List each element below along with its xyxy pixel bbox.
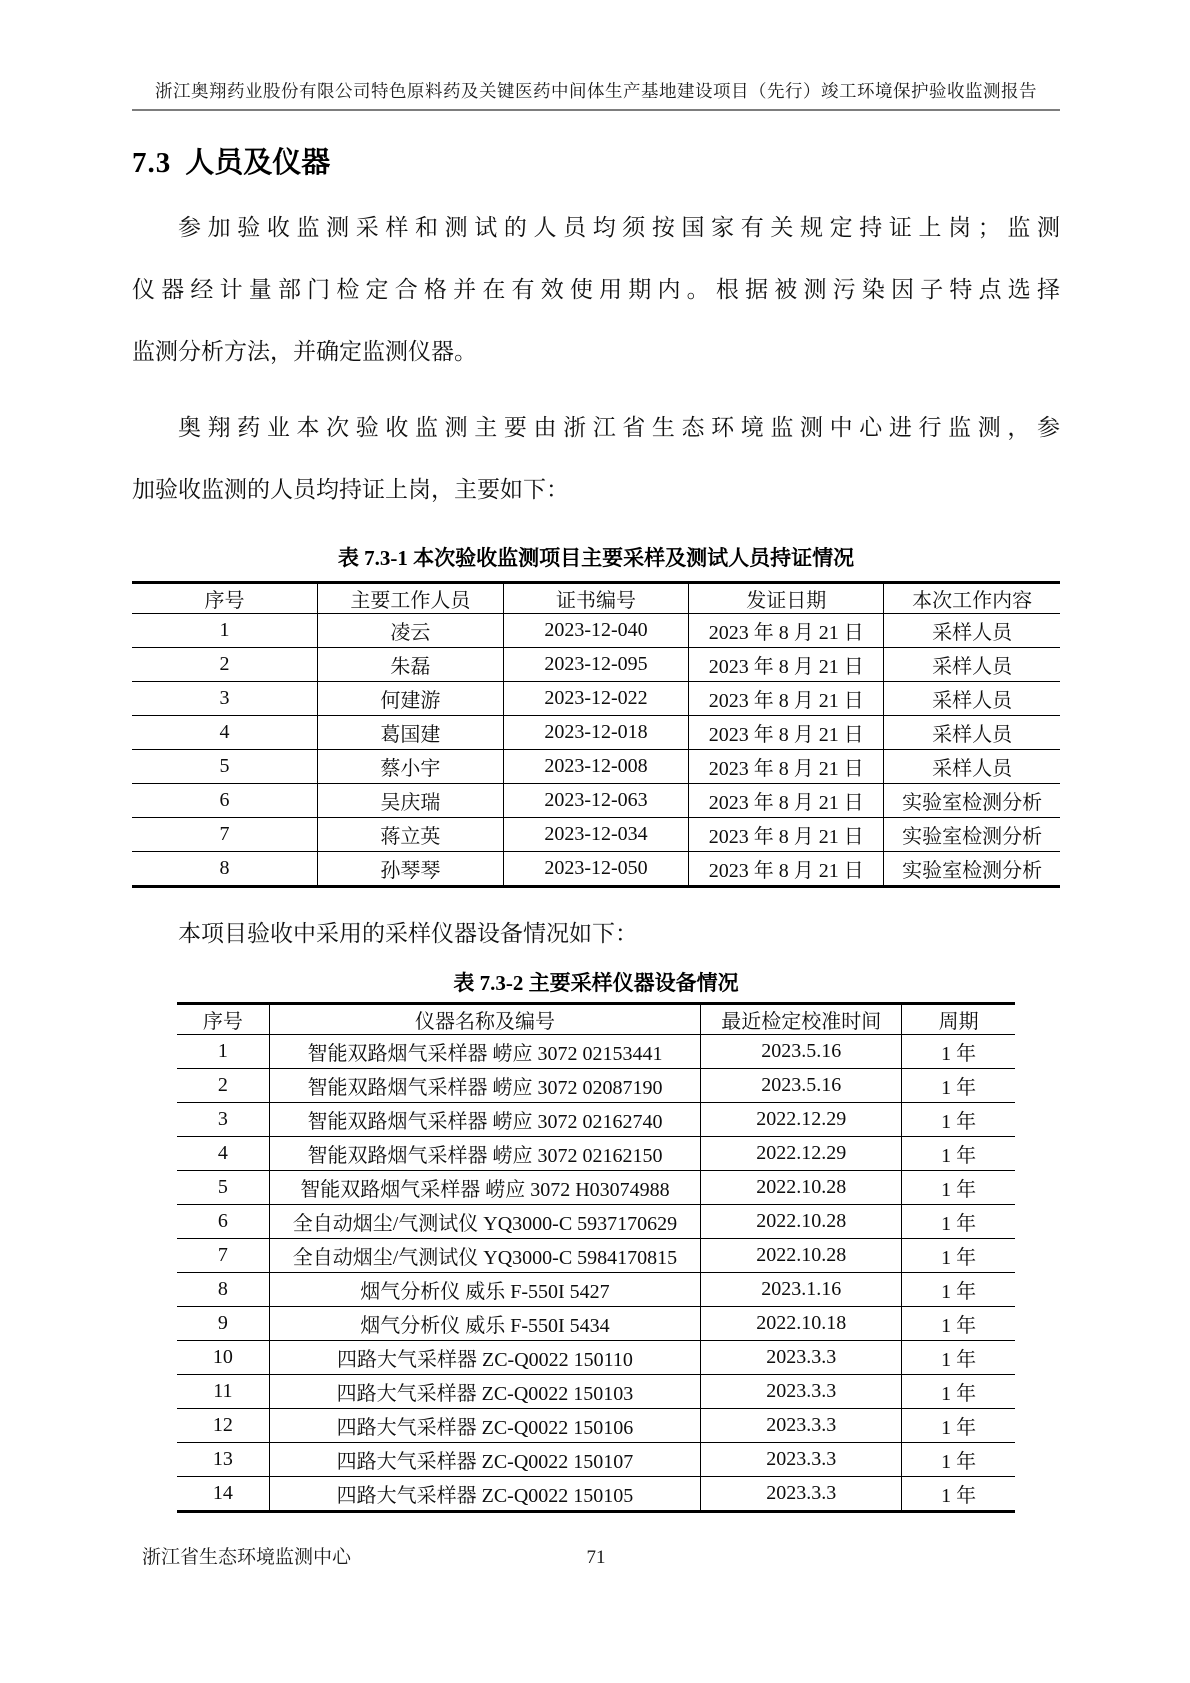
table-cell: 7	[132, 818, 318, 852]
table-cell: 智能双路烟气采样器 崂应 3072 02162150	[269, 1137, 701, 1171]
section-title: 人员及仪器	[185, 147, 331, 179]
table-cell: 蔡小宇	[318, 750, 504, 784]
table-cell: 11	[177, 1375, 269, 1409]
table1-caption: 表 7.3-1 本次验收监测项目主要采样及测试人员持证情况	[337, 546, 855, 570]
table-cell: 4	[177, 1137, 269, 1171]
paragraph-3	[132, 914, 1060, 954]
table-cell: 烟气分析仪 威乐 F-550I 5434	[269, 1307, 701, 1341]
table-cell: 2023.3.3	[701, 1409, 902, 1443]
table-cell: 2023-12-022	[503, 682, 689, 716]
table-row	[132, 852, 1060, 887]
column-header: 主要工作人员	[318, 583, 504, 614]
table-cell: 2023-12-050	[503, 852, 689, 887]
table-row	[177, 1273, 1015, 1307]
table-cell: 2023-12-034	[503, 818, 689, 852]
table-cell: 智能双路烟气采样器 崂应 3072 02153441	[269, 1035, 701, 1069]
table-cell: 7	[177, 1239, 269, 1273]
table-cell: 2023 年 8 月 21 日	[689, 784, 884, 818]
table-cell: 2023.5.16	[701, 1035, 902, 1069]
table-cell: 四路大气采样器 ZC-Q0022 150107	[269, 1443, 701, 1477]
table-cell: 1 年	[902, 1409, 1015, 1443]
table-cell: 凌云	[318, 614, 504, 648]
table-cell: 采样人员	[884, 716, 1060, 750]
table-row	[177, 1341, 1015, 1375]
table-cell: 6	[177, 1205, 269, 1239]
table-row	[177, 1375, 1015, 1409]
table-cell: 四路大气采样器 ZC-Q0022 150105	[269, 1477, 701, 1512]
table-cell: 智能双路烟气采样器 崂应 3072 H03074988	[269, 1171, 701, 1205]
table-cell: 1 年	[902, 1273, 1015, 1307]
table-cell: 14	[177, 1477, 269, 1512]
paragraph-line: 监测分析方法，并确定监测仪器。	[132, 339, 477, 364]
table-cell: 孙琴琴	[318, 852, 504, 887]
page-header-title: 浙江奥翔药业股份有限公司特色原料药及关键医药中间体生产基地建设项目（先行）竣工环境保护验收监测报告	[155, 81, 1037, 101]
column-header: 发证日期	[689, 583, 884, 614]
table-cell: 5	[177, 1171, 269, 1205]
paragraph-line: 本项目验收中采用的采样仪器设备情况如下：	[178, 921, 638, 946]
personnel-certification-table	[132, 581, 1060, 888]
table-cell: 2023 年 8 月 21 日	[689, 648, 884, 682]
table-row	[132, 614, 1060, 648]
table-cell: 8	[132, 852, 318, 887]
table-cell: 4	[132, 716, 318, 750]
table-cell: 5	[132, 750, 318, 784]
table-cell: 采样人员	[884, 614, 1060, 648]
table-row	[177, 1137, 1015, 1171]
table-cell: 实验室检测分析	[884, 784, 1060, 818]
table-cell: 6	[132, 784, 318, 818]
table-cell: 2023-12-040	[503, 614, 689, 648]
table-cell: 9	[177, 1307, 269, 1341]
table-row	[177, 1205, 1015, 1239]
table-cell: 2023 年 8 月 21 日	[689, 852, 884, 887]
table-cell: 2022.10.28	[701, 1205, 902, 1239]
column-header: 周期	[902, 1004, 1015, 1035]
table-cell: 采样人员	[884, 750, 1060, 784]
table-cell: 1 年	[902, 1443, 1015, 1477]
table-cell: 1 年	[902, 1477, 1015, 1512]
table-cell: 2022.10.28	[701, 1239, 902, 1273]
table-cell: 2022.12.29	[701, 1103, 902, 1137]
paragraph-2	[132, 397, 1060, 521]
table2-caption: 表 7.3-2 主要采样仪器设备情况	[453, 971, 739, 995]
page-header-rule	[132, 109, 1060, 111]
table-row	[177, 1103, 1015, 1137]
table-cell: 2023.3.3	[701, 1341, 902, 1375]
table-header-row	[132, 583, 1060, 614]
table-cell: 1 年	[902, 1035, 1015, 1069]
paragraph-line: 加验收监测的人员均持证上岗，主要如下：	[132, 477, 569, 502]
section-number: 7.3	[132, 147, 172, 179]
table-cell: 10	[177, 1341, 269, 1375]
table-cell: 2023 年 8 月 21 日	[689, 716, 884, 750]
table-row	[132, 818, 1060, 852]
table-cell: 2023 年 8 月 21 日	[689, 614, 884, 648]
paragraph-line: 参加验收监测采样和测试的人员均须按国家有关规定持证上岗；监测	[178, 215, 1060, 240]
table-row	[177, 1035, 1015, 1069]
table-cell: 全自动烟尘/气测试仪 YQ3000-C 5984170815	[269, 1239, 701, 1273]
table-row	[177, 1409, 1015, 1443]
table-cell: 1	[177, 1035, 269, 1069]
table-cell: 2022.12.29	[701, 1137, 902, 1171]
table-cell: 采样人员	[884, 682, 1060, 716]
table-cell: 智能双路烟气采样器 崂应 3072 02162740	[269, 1103, 701, 1137]
table-row	[177, 1307, 1015, 1341]
table-cell: 2022.10.28	[701, 1171, 902, 1205]
table-cell: 采样人员	[884, 648, 1060, 682]
table-row	[177, 1239, 1015, 1273]
table-cell: 烟气分析仪 威乐 F-550I 5427	[269, 1273, 701, 1307]
column-header: 仪器名称及编号	[269, 1004, 701, 1035]
table-cell: 四路大气采样器 ZC-Q0022 150110	[269, 1341, 701, 1375]
paragraph-line: 奥翔药业本次验收监测主要由浙江省生态环境监测中心进行监测，参	[178, 415, 1060, 440]
table-cell: 四路大气采样器 ZC-Q0022 150103	[269, 1375, 701, 1409]
table-cell: 2022.10.18	[701, 1307, 902, 1341]
table-cell: 2023.3.3	[701, 1375, 902, 1409]
table-row	[177, 1477, 1015, 1512]
table-row	[132, 716, 1060, 750]
table-cell: 3	[132, 682, 318, 716]
table-cell: 8	[177, 1273, 269, 1307]
table-cell: 1 年	[902, 1375, 1015, 1409]
table-cell: 2023 年 8 月 21 日	[689, 750, 884, 784]
page-content	[132, 0, 1060, 1513]
table-row	[177, 1069, 1015, 1103]
table-cell: 1 年	[902, 1205, 1015, 1239]
table-cell: 1 年	[902, 1341, 1015, 1375]
table-cell: 1 年	[902, 1307, 1015, 1341]
table-cell: 1 年	[902, 1137, 1015, 1171]
table-cell: 2023.3.3	[701, 1477, 902, 1512]
table-cell: 实验室检测分析	[884, 852, 1060, 887]
table-cell: 2023 年 8 月 21 日	[689, 682, 884, 716]
table-cell: 何建游	[318, 682, 504, 716]
paragraph-1	[132, 197, 1060, 383]
table-cell: 实验室检测分析	[884, 818, 1060, 852]
table-cell: 葛国建	[318, 716, 504, 750]
paragraph-line: 仪器经计量部门检定合格并在有效使用期内。根据被测污染因子特点选择	[132, 277, 1060, 302]
footer-organization: 浙江省生态环境监测中心	[142, 1547, 352, 1568]
table-header-row	[177, 1004, 1015, 1035]
table-row	[132, 750, 1060, 784]
table-cell: 2	[177, 1069, 269, 1103]
section-heading	[132, 143, 1060, 183]
table-cell: 2023.5.16	[701, 1069, 902, 1103]
table-cell: 2	[132, 648, 318, 682]
table-cell: 四路大气采样器 ZC-Q0022 150106	[269, 1409, 701, 1443]
table-cell: 1 年	[902, 1171, 1015, 1205]
table-row	[177, 1171, 1015, 1205]
page-number: 71	[586, 1547, 606, 1568]
column-header: 序号	[177, 1004, 269, 1035]
table-cell: 吴庆瑞	[318, 784, 504, 818]
sampling-instruments-table	[177, 1002, 1015, 1513]
table-cell: 12	[177, 1409, 269, 1443]
table-cell: 1 年	[902, 1069, 1015, 1103]
column-header: 本次工作内容	[884, 583, 1060, 614]
column-header: 最近检定校准时间	[701, 1004, 902, 1035]
table-cell: 朱磊	[318, 648, 504, 682]
table-cell: 2023-12-008	[503, 750, 689, 784]
table-cell: 智能双路烟气采样器 崂应 3072 02087190	[269, 1069, 701, 1103]
table-cell: 1	[132, 614, 318, 648]
table-cell: 全自动烟尘/气测试仪 YQ3000-C 5937170629	[269, 1205, 701, 1239]
table-cell: 3	[177, 1103, 269, 1137]
table-cell: 2023-12-095	[503, 648, 689, 682]
table-cell: 蒋立英	[318, 818, 504, 852]
table-row	[132, 648, 1060, 682]
column-header: 序号	[132, 583, 318, 614]
table-cell: 2023.3.3	[701, 1443, 902, 1477]
column-header: 证书编号	[503, 583, 689, 614]
table-cell: 1 年	[902, 1239, 1015, 1273]
table-cell: 2023.1.16	[701, 1273, 902, 1307]
table-cell: 2023-12-063	[503, 784, 689, 818]
table-row	[177, 1443, 1015, 1477]
table-cell: 13	[177, 1443, 269, 1477]
table-row	[132, 682, 1060, 716]
table-cell: 1 年	[902, 1103, 1015, 1137]
table-cell: 2023-12-018	[503, 716, 689, 750]
table-row	[132, 784, 1060, 818]
table-cell: 2023 年 8 月 21 日	[689, 818, 884, 852]
